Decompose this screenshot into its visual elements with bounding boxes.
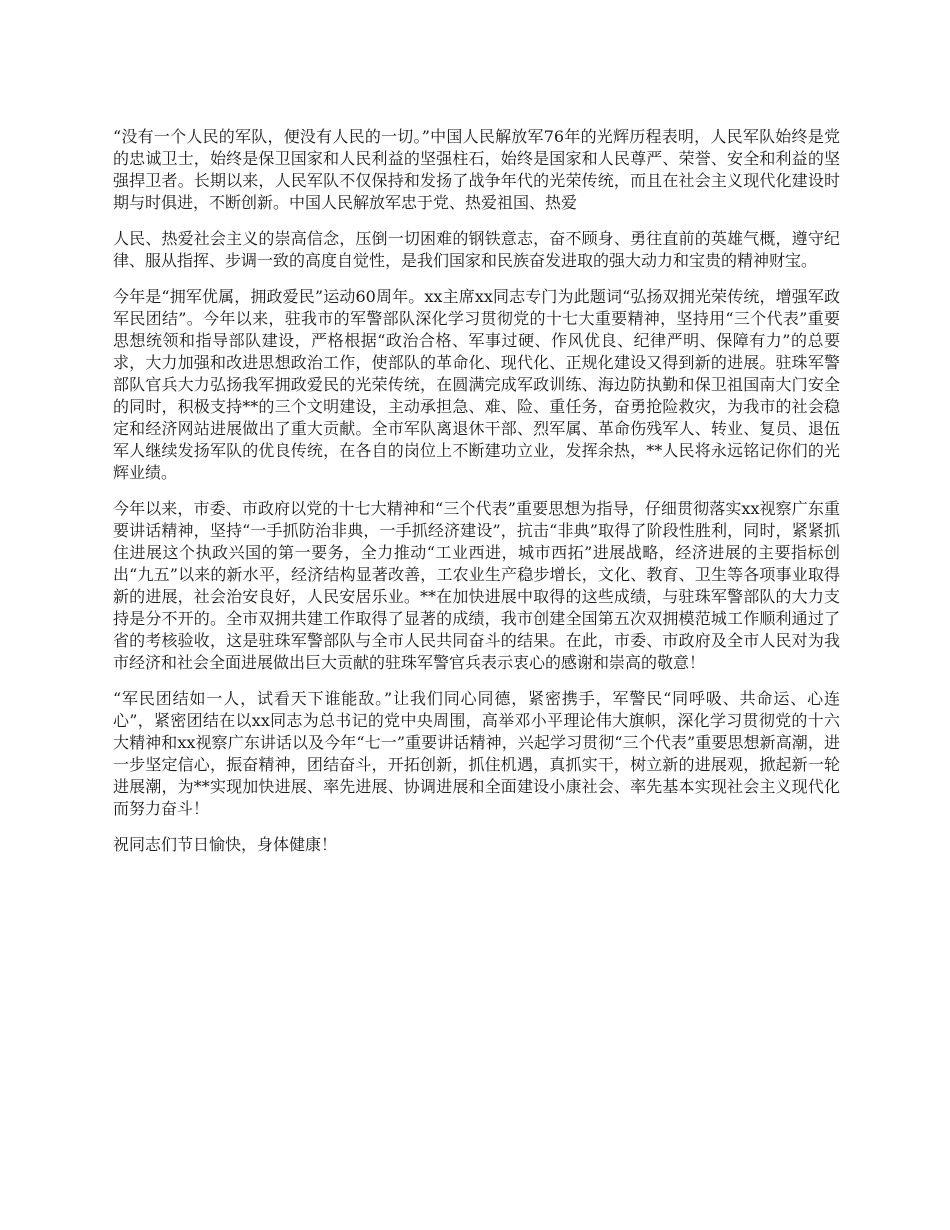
paragraph-2: 人民、热爱社会主义的崇高信念，压倒一切困难的钢铁意志，奋不顾身、勇往直前的英雄气概，遵守纪律、服从指挥、步调一致的高度自觉性，是我们国家和民族奋发进取的强大动力和宝贵的精神财宝。 [113, 229, 840, 270]
paragraph-3: 今年是“拥军优属，拥政爱民”运动60周年。xx主席xx同志专门为此题词“弘扬双拥光荣传统，增强军政军民团结”。今年以来，驻我市的军警部队深化学习贯彻党的十七大重要精神，坚持用“三个代表”重要思想统领和指导部队建设，严格根据“政治合格、军事过硬、作风优良、纪律严明、保障有力”的总要求，大力加强和改进思想政治工作，使部队的革命化、现代化、正规化建设又得到新的进展。驻珠军警部队官兵大力弘扬我军拥政爱民的光荣传统，在圆满完成军政训练、海边防执勤和保卫祖国南大门安全的同时，积极支持**的三个文明建设，主动承担急、难、险、重任务，奋勇抢险救灾，为我市的社会稳定和经济网站进展做出了重大贡献。全市军队离退休干部、烈军属、革命伤残军人、转业、复员、退伍军人继续发扬军队的优良传统，在各自的岗位上不断建功立业，发挥余热，**人民将永远铭记你们的光辉业绩。 [113, 287, 840, 482]
document-body [113, 126, 840, 870]
closing-line: 祝同志们节日愉快，身体健康！ [113, 835, 338, 854]
paragraph-4: 今年以来，市委、市政府以党的十七大精神和“三个代表”重要思想为指导，仔细贯彻落实xx视察广东重要讲话精神，坚持“一手抓防治非典，一手抓经济建设”，抗击“非典”取得了阶段性胜利，同时，紧紧抓住进展这个执政兴国的第一要务，全力推动“工业西进，城市西拓”进展战略，经济进展的主要指标创出“九五”以来的新水平，经济结构显著改善，工农业生产稳步增长，文化、教育、卫生等各项事业取得新的进展，社会治安良好，人民安居乐业。**在加快进展中取得的这些成绩，与驻珠军警部队的大力支持是分不开的。全市双拥共建工作取得了显著的成绩，我市创建全国第五次双拥模范城工作顺利通过了省的考核验收，这是驻珠军警部队与全市人民共同奋斗的结果。在此，市委、市政府及全市人民对为我市经济和社会全面进展做出巨大贡献的驻珠军警官兵表示衷心的感谢和崇高的敬意！ [113, 499, 840, 672]
paragraph-1: “没有一个人民的军队，便没有人民的一切。”中国人民解放军76年的光辉历程表明，人民军队始终是党的忠诚卫士，始终是保卫国家和人民利益的坚强柱石，始终是国家和人民尊严、荣誉、安全和利益的坚强捍卫者。长期以来，人民军队不仅保持和发扬了战争年代的光荣传统，而且在社会主义现代化建设时期与时俱进，不断创新。中国人民解放军忠于党、热爱祖国、热爱 [113, 127, 840, 212]
paragraph-5: “军民团结如一人，试看天下谁能敌。”让我们同心同德，紧密携手，军警民“同呼吸、共命运、心连心”，紧密团结在以xx同志为总书记的党中央周围，高举邓小平理论伟大旗帜，深化学习贯彻党的十六大精神和xx视察广东讲话以及今年“七一”重要讲话精神，兴起学习贯彻“三个代表”重要思想新高潮，进一步坚定信心，振奋精神，团结奋斗，开拓创新，抓住机遇，真抓实干，树立新的进展观，掀起新一轮进展潮，为**实现加快进展、率先进展、协调进展和全面建设小康社会、率先基本实现社会主义现代化而努力奋斗！ [113, 689, 840, 818]
